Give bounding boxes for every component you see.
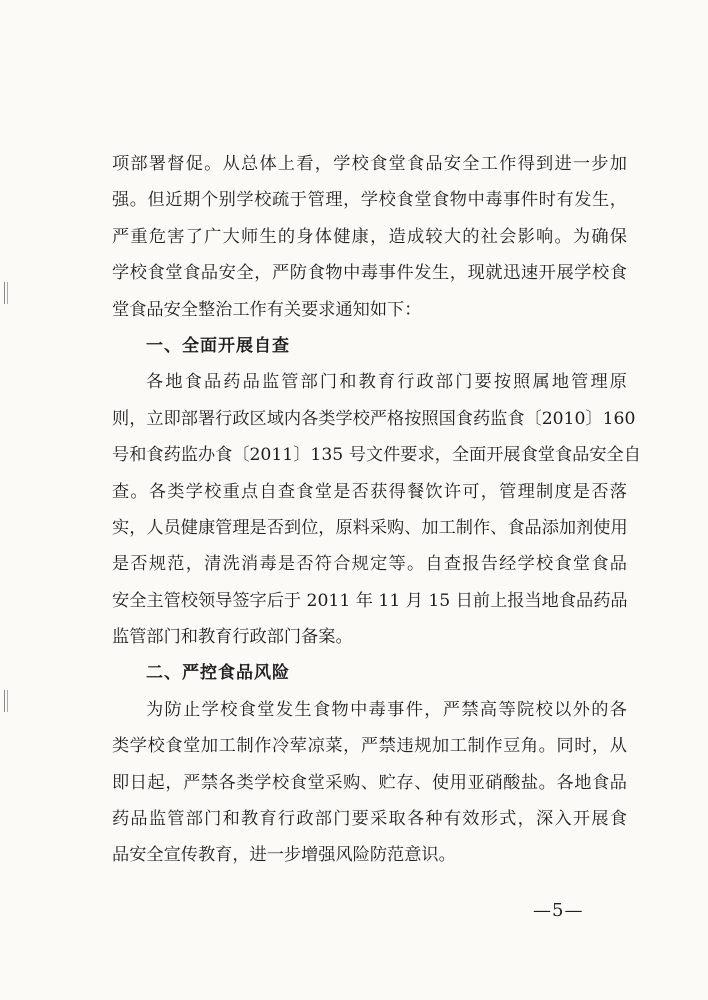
paragraph-line: 药品监管部门和教育行政部门要采取各种有效形式，深入开展食 (112, 809, 627, 830)
body-text (112, 146, 641, 874)
paragraph-intro (112, 146, 627, 328)
paragraph-line: 实，人员健康管理是否到位，原料采购、加工制作、食品添加剂使用 (112, 517, 628, 538)
paragraph-line: 堂食品安全整治工作有关要求通知如下： (112, 299, 422, 320)
paragraph-line: 安全主管校领导签字后于 2011 年 11 月 15 日前上报当地食品药品 (112, 590, 628, 611)
section-heading-2: 二、严控食品风险 (146, 663, 290, 684)
paragraph-line: 项部署督促。从总体上看，学校食堂食品安全工作得到进一步加 (112, 154, 627, 174)
paragraph-line: 查。各类学校重点自查食堂是否获得餐饮许可，管理制度是否落 (112, 481, 627, 502)
section-heading-1: 一、全面开展自查 (146, 335, 290, 356)
paragraph-line: 监管部门和教育行政部门备案。 (112, 627, 353, 648)
binding-mark-bottom (4, 690, 8, 712)
paragraph-line: 类学校食堂加工制作冷荤凉菜，严禁违规加工制作豆角。同时，从 (112, 736, 627, 757)
paragraph-line: 强。但近期个别学校疏于管理，学校食堂食物中毒事件时有发生， (112, 190, 627, 211)
paragraph-line: 为防止学校食堂发生食物中毒事件，严禁高等院校以外的各 (146, 699, 627, 720)
paragraph-self-inspection (112, 364, 641, 655)
paragraph-line: 即日起，严禁各类学校食堂采购、贮存、使用亚硝酸盐。各地食品 (112, 772, 627, 793)
paragraph-line: 则，立即部署行政区域内各类学校严格按照国食药监食〔2010〕160 (112, 408, 636, 429)
paragraph-line: 号和食药监办食〔2011〕135 号文件要求，全面开展食堂食品安全自 (112, 445, 641, 466)
page-number: —5— (533, 900, 584, 921)
paragraph-line: 严重危害了广大师生的身体健康，造成较大的社会影响。为确保 (112, 226, 627, 247)
binding-mark-top (4, 282, 8, 304)
paragraph-risk-control (112, 692, 627, 874)
paragraph-line: 学校食堂食品安全，严防食物中毒事件发生，现就迅速开展学校食 (112, 263, 627, 284)
paragraph-line: 品安全宣传教育，进一步增强风险防范意识。 (112, 845, 456, 866)
paragraph-line: 是否规范，清洗消毒是否符合规定等。自查报告经学校食堂食品 (112, 554, 627, 575)
paragraph-line: 各地食品药品监管部门和教育行政部门要按照属地管理原 (146, 372, 627, 393)
